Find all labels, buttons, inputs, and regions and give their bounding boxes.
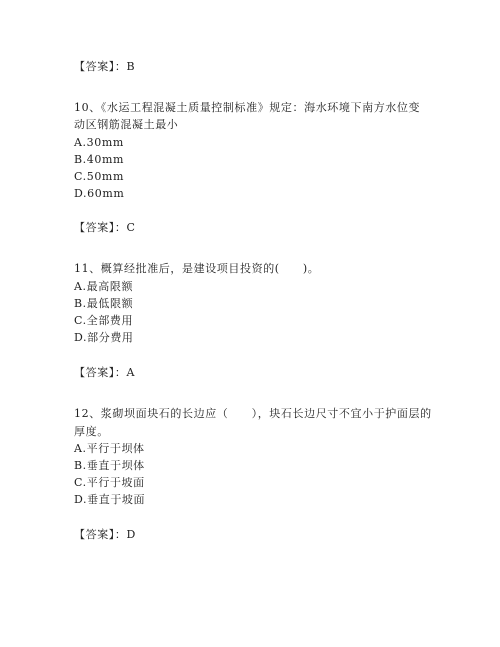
previous-answer: 【答案】：B	[74, 60, 136, 73]
question-10-option-b: B.40mm	[74, 153, 125, 166]
question-12-stem-line-1: 12、浆砌坝面块石的长边应（ ），块石长边尺寸不宜小于护面层的	[74, 407, 432, 420]
question-10-option-d: D.60mm	[74, 187, 125, 200]
question-12-option-c: C.平行于坡面	[74, 476, 145, 489]
question-10-option-c: C.50mm	[74, 170, 124, 183]
question-12-stem-line-2: 厚度。	[74, 425, 109, 438]
question-10-answer: 【答案】：C	[74, 221, 136, 234]
question-11-stem-line-1: 11、概算经批准后，是建设项目投资的( )。	[74, 262, 320, 275]
question-12-option-a: A.平行于坝体	[74, 442, 145, 455]
question-11-answer: 【答案】：A	[74, 366, 136, 379]
question-11-option-d: D.部分费用	[74, 331, 134, 344]
question-10-option-a: A.30mm	[74, 136, 124, 149]
question-12-option-b: B.垂直于坝体	[74, 459, 145, 472]
question-10-stem-line-1: 10、《水运工程混凝土质量控制标准》规定：海水环境下南方水位变	[74, 101, 421, 114]
question-11-option-b: B.最低限额	[74, 297, 134, 310]
question-11-option-c: C.全部费用	[74, 314, 134, 327]
question-12-option-d: D.垂直于坡面	[74, 493, 146, 506]
question-11-option-a: A.最高限额	[74, 280, 134, 293]
question-10-stem-line-2: 动区钢筋混凝土最小	[74, 118, 179, 131]
question-12-answer: 【答案】：D	[74, 528, 136, 541]
